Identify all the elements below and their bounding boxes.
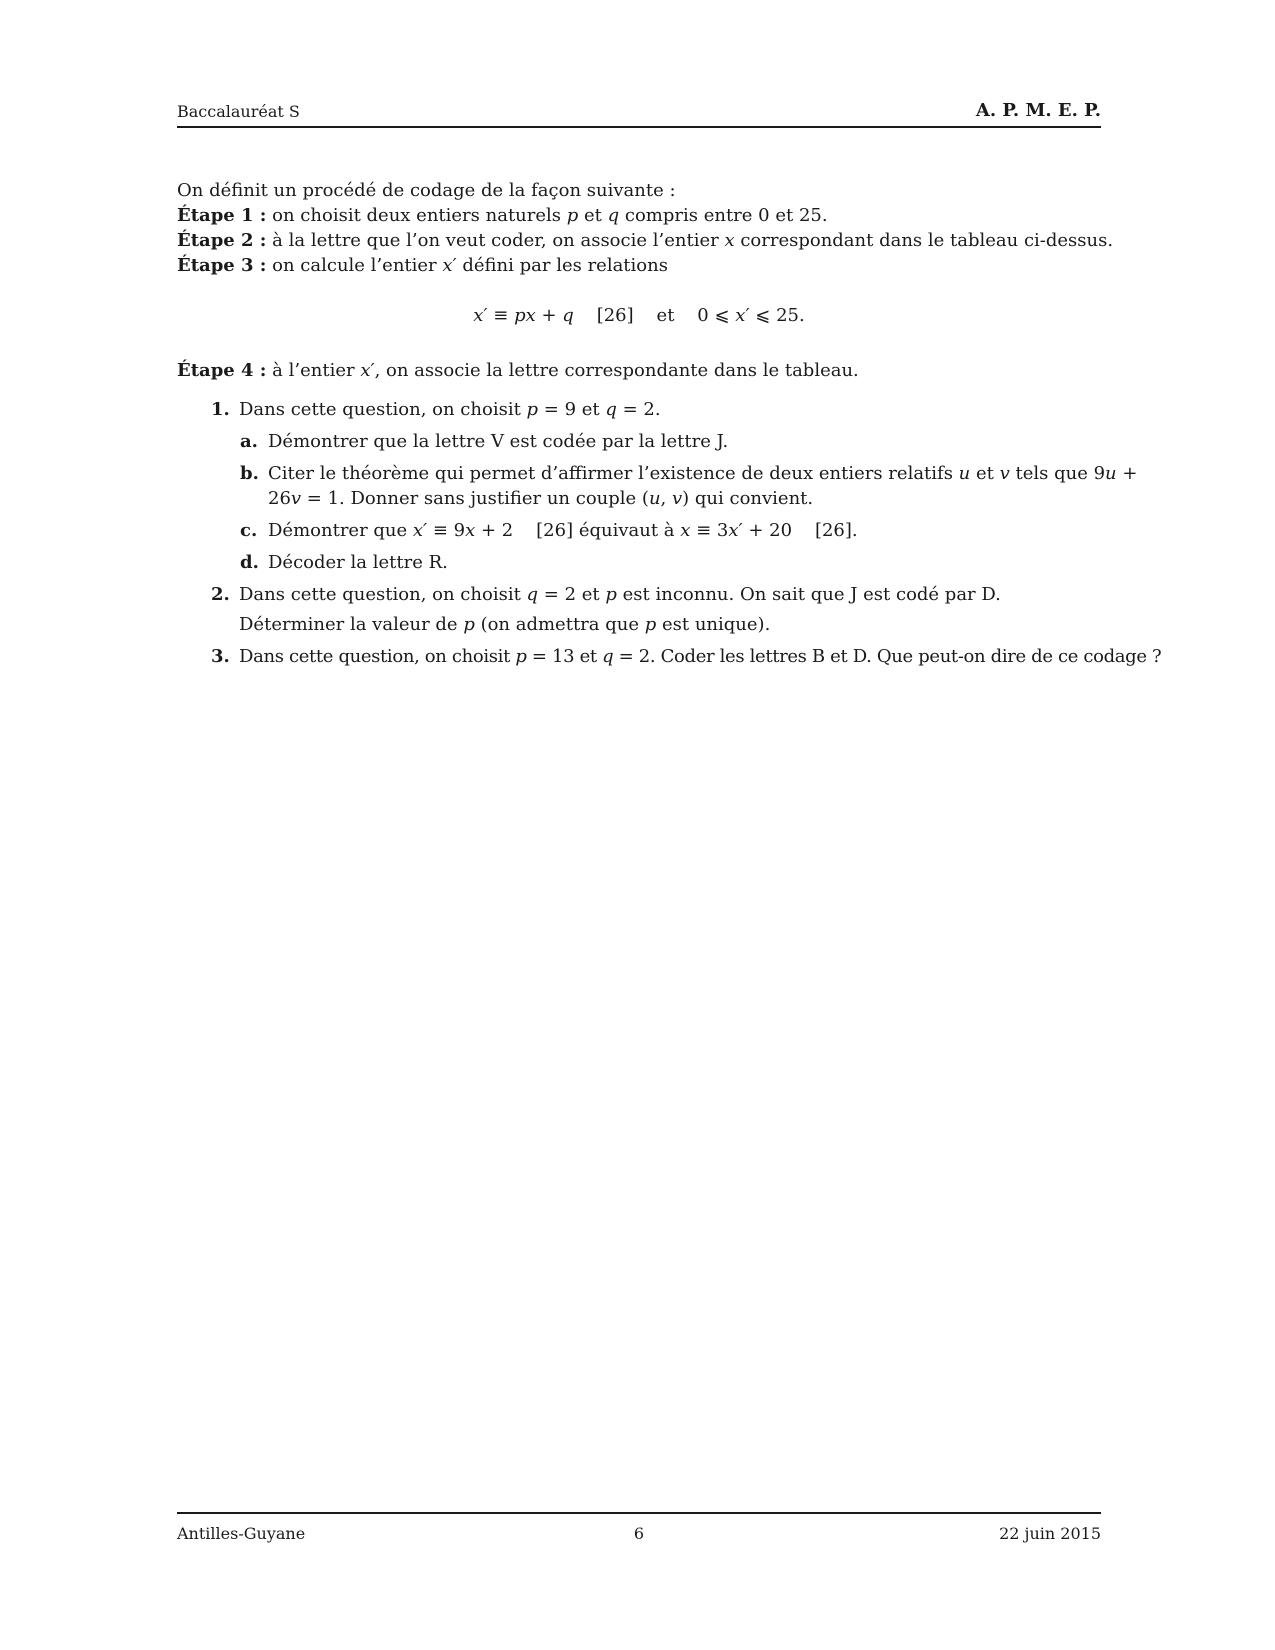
var-p: p xyxy=(463,614,475,635)
subquestion-letter: a. xyxy=(240,431,258,452)
var-x: x xyxy=(680,520,691,541)
page-header xyxy=(177,100,1101,128)
question-1d xyxy=(177,550,1101,575)
text-run: Dans cette question, on choisit xyxy=(239,646,516,667)
text-run: , xyxy=(660,488,672,509)
subquestion-letter: c. xyxy=(240,520,258,541)
question-2-line-2 xyxy=(239,612,1101,637)
text-run: = 2. Coder les lettres B et D. Que peut-on dire de ce codage ? xyxy=(613,646,1162,667)
var-x-prime: x′ xyxy=(728,520,743,541)
question-1a-text: Démontrer que la lettre V est codée par la lettre J. xyxy=(268,431,729,452)
question-2-text xyxy=(239,582,1101,637)
formula-x-prime: x′ xyxy=(735,305,750,326)
text-run: = 2 et xyxy=(538,584,606,605)
formula-px: px xyxy=(514,305,536,326)
var-p: p xyxy=(526,399,539,420)
text-run: ≡ 9 xyxy=(427,520,466,541)
question-1c-text xyxy=(268,518,1101,543)
question-1b-line-1 xyxy=(268,461,1138,486)
step-4 xyxy=(177,358,1101,383)
question-1b-line-2 xyxy=(268,486,1101,511)
intro-text: On définit un procédé de codage de la façon suivante : xyxy=(177,180,676,201)
step-1-text: on choisit deux entiers naturels xyxy=(266,205,567,226)
var-p: p xyxy=(515,646,527,667)
text-run: Dans cette question, on choisit xyxy=(239,584,527,605)
intro-line xyxy=(177,178,1101,203)
formula-op: + xyxy=(535,305,563,326)
text-run: = 13 et xyxy=(526,646,603,667)
question-1a xyxy=(177,429,1101,454)
step-3 xyxy=(177,253,1101,278)
var-v: v xyxy=(290,488,302,509)
text-run: ≡ 3 xyxy=(690,520,729,541)
question-list xyxy=(177,397,1162,669)
header-exam-title: Baccalauréat S xyxy=(177,102,300,121)
text-run: Déterminer la valeur de xyxy=(239,614,464,635)
question-1d-text: Décoder la lettre R. xyxy=(268,552,448,573)
text-run: est inconnu. On sait que J est codé par D. xyxy=(616,584,1001,605)
subquestion-letter: b. xyxy=(240,463,259,484)
step-3-text: on calcule l’entier xyxy=(266,255,443,276)
var-u: u xyxy=(648,488,661,509)
var-x-prime: x′ xyxy=(442,255,457,276)
question-number: 3. xyxy=(211,646,230,667)
var-q: q xyxy=(607,205,620,226)
text-run: 26 xyxy=(268,488,291,509)
var-x-prime: x′ xyxy=(360,360,375,381)
step-2 xyxy=(177,228,1114,253)
formula-mod: [26] et 0 ⩽ xyxy=(573,305,736,326)
step-2-text: à la lettre que l’on veut coder, on associe l’entier xyxy=(266,230,725,251)
step-1 xyxy=(177,203,1101,228)
question-1 xyxy=(177,397,1101,422)
var-q: q xyxy=(526,584,539,605)
var-p: p xyxy=(605,584,617,605)
question-1b-text xyxy=(268,461,1138,511)
text-run: + 2 [26] équivaut à xyxy=(475,520,681,541)
formula-q: q xyxy=(562,305,574,326)
var-q: q xyxy=(602,646,614,667)
var-q: q xyxy=(605,399,617,420)
step-2-label: Étape 2 : xyxy=(177,230,267,251)
var-u: u xyxy=(958,463,971,484)
text-run: est unique). xyxy=(656,614,771,635)
question-1c xyxy=(177,518,1101,543)
step-1-label: Étape 1 : xyxy=(177,205,267,226)
step-2-text: correspondant dans le tableau ci-dessus. xyxy=(734,230,1114,251)
exercise-content xyxy=(177,178,1162,676)
text-run: = 2. xyxy=(616,399,661,420)
step-1-text: compris entre 0 et 25. xyxy=(619,205,828,226)
var-p: p xyxy=(644,614,657,635)
question-1b xyxy=(177,461,1138,511)
congruence-formula xyxy=(177,303,1101,328)
footer-session: Antilles-Guyane xyxy=(177,1524,306,1543)
question-3 xyxy=(177,644,1162,669)
text-run: Démontrer que xyxy=(268,520,413,541)
text-run: Dans cette question, on choisit xyxy=(239,399,527,420)
var-v: v xyxy=(671,488,683,509)
text-run: et xyxy=(970,463,1000,484)
text-run: = 1. Donner sans justifier un couple ( xyxy=(301,488,649,509)
question-2 xyxy=(177,582,1101,637)
step-4-text: , on associe la lettre correspondante dans le tableau. xyxy=(374,360,859,381)
text-run: tels que 9 xyxy=(1009,463,1106,484)
text-run: Citer le théorème qui permet d’affirmer l’existence de deux entiers relatifs xyxy=(268,463,959,484)
subquestion-letter: d. xyxy=(240,552,259,573)
var-u: u xyxy=(1105,463,1117,484)
header-publisher: A. P. M. E. P. xyxy=(975,100,1101,121)
question-3-text xyxy=(239,644,1162,669)
text-run: ) qui convient. xyxy=(682,488,814,509)
step-4-label: Étape 4 : xyxy=(177,360,267,381)
step-4-text: à l’entier xyxy=(266,360,361,381)
formula-x-prime: x′ xyxy=(473,305,488,326)
text-run: + xyxy=(1116,463,1138,484)
step-3-text: défini par les relations xyxy=(456,255,668,276)
var-x: x xyxy=(724,230,735,251)
var-v: v xyxy=(999,463,1010,484)
question-1-text xyxy=(239,397,1101,422)
var-x: x xyxy=(465,520,476,541)
step-1-text: et xyxy=(578,205,608,226)
question-number: 2. xyxy=(211,584,230,605)
var-x-prime: x′ xyxy=(412,520,428,541)
step-3-label: Étape 3 : xyxy=(177,255,267,276)
footer-date: 22 juin 2015 xyxy=(999,1524,1101,1543)
var-p: p xyxy=(566,205,579,226)
formula-op: ≡ xyxy=(487,305,515,326)
page-footer xyxy=(177,1512,1101,1544)
text-run: + 20 [26]. xyxy=(742,520,858,541)
text-run: = 9 et xyxy=(538,399,606,420)
question-number: 1. xyxy=(211,399,230,420)
question-2-line-1 xyxy=(239,582,1101,607)
formula-end: ⩽ 25. xyxy=(749,305,805,326)
text-run: (on admettra que xyxy=(474,614,645,635)
page-number: 6 xyxy=(633,1524,645,1543)
